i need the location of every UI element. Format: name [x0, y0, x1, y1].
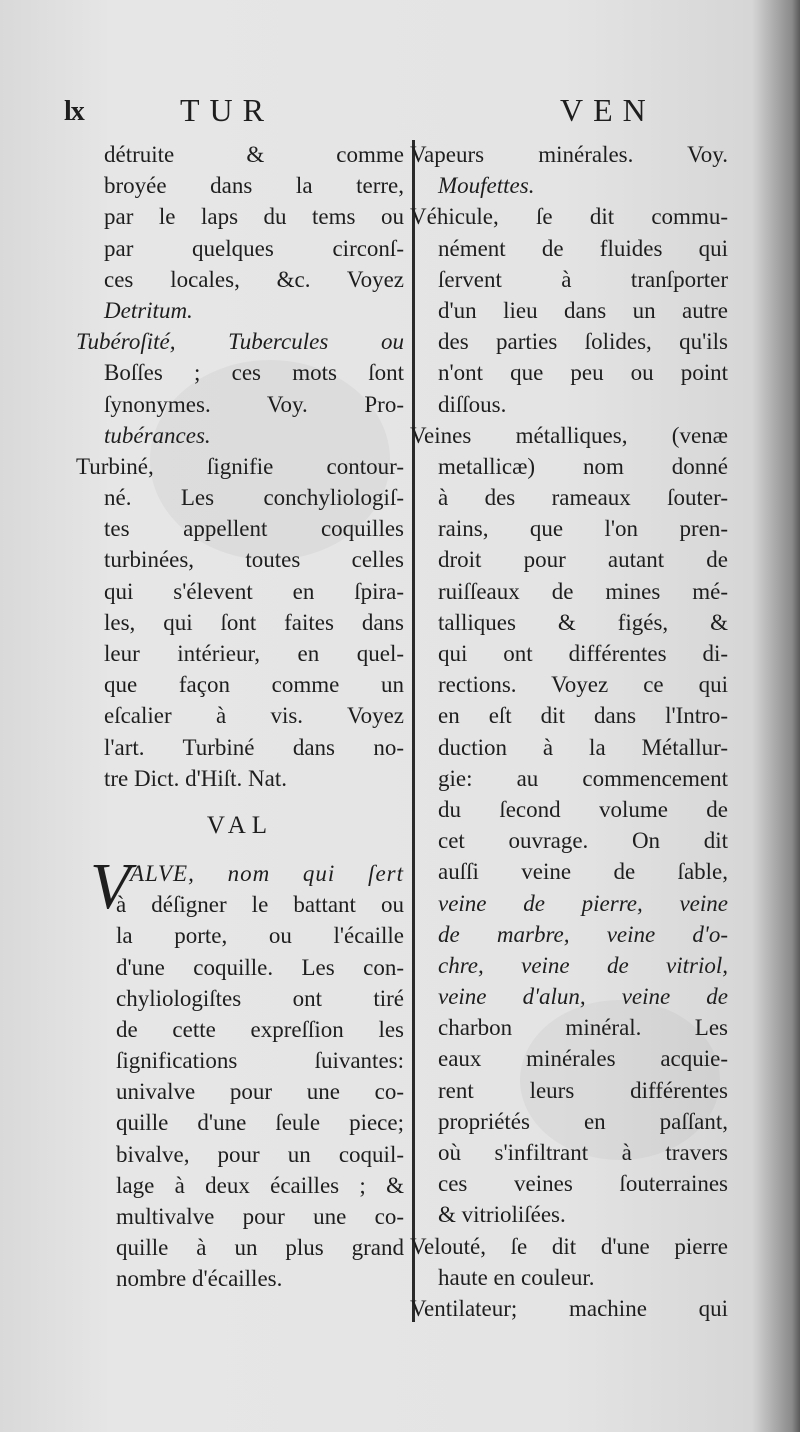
- text-line: [410, 919, 728, 950]
- text-line: nombre d'écailles.: [116, 1266, 283, 1292]
- text-line: d'un lieu dans un autre: [438, 297, 728, 323]
- text-line: de cette expreſſion les: [116, 1016, 404, 1042]
- left-column: [76, 139, 404, 1295]
- text-line: qui s'élevent en ſpira-: [104, 578, 404, 604]
- text-line: [410, 950, 728, 981]
- text-line: né. Les conchyliologiſ-: [104, 485, 404, 511]
- entry-term: tubérances.: [104, 422, 211, 448]
- text-line: droit pour autant de: [438, 547, 728, 573]
- text-line: par le laps du tems ou: [104, 204, 404, 230]
- text-line: haute en couleur.: [438, 1264, 595, 1290]
- text-line: charbon minéral. Les: [438, 1015, 728, 1041]
- text-line: [410, 888, 728, 919]
- dropcap-letter: V: [90, 849, 131, 923]
- entry-headword-line: Véhicule, ſe dit commu-: [410, 204, 728, 230]
- text-line: Boſſes ; ces mots ſont: [104, 360, 404, 386]
- text-line: cet ouvrage. On dit: [438, 828, 728, 854]
- text-line: duction à la Métallur-: [438, 734, 728, 760]
- text-line-content: veine de pierre, veine: [438, 890, 728, 916]
- text-line: turbinées, toutes celles: [104, 547, 404, 573]
- text-line: & vitrioliſées.: [438, 1202, 566, 1228]
- text-line-content: de marbre, veine d'o-: [438, 921, 728, 947]
- text-line: bivalve, pour un coquil-: [116, 1141, 404, 1167]
- entry-headword-line: Turbiné, ſignifie contour-: [76, 453, 404, 479]
- text-line: ſignifications ſuivantes:: [116, 1048, 404, 1074]
- text-line: ces veines ſouterraines: [438, 1171, 728, 1197]
- text-line: [76, 420, 404, 451]
- page-number: lx: [64, 96, 84, 127]
- text-line: leur intérieur, en quel-: [104, 641, 404, 666]
- text-line: du ſecond volume de: [438, 796, 728, 822]
- text-line: propriétés en paſſant,: [438, 1108, 728, 1134]
- text-line: d'une coquille. Les con-: [116, 954, 404, 980]
- text-line: eſcalier à vis. Voyez: [104, 703, 404, 729]
- text-line: ruiſſeaux de mines mé-: [438, 578, 728, 604]
- text-line: eaux minérales acquie-: [438, 1046, 728, 1072]
- text-line: où s'infiltrant à travers: [438, 1140, 728, 1165]
- text-line: talliques & figés, &: [438, 609, 728, 635]
- text-line: par quelques circonſ-: [104, 235, 404, 261]
- text-line: les, qui ſont faites dans: [104, 609, 404, 635]
- text-line: multivalve pour une co-: [116, 1204, 404, 1229]
- text-line: broyée dans la terre,: [104, 173, 404, 199]
- text-line: lage à deux écailles ; &: [116, 1172, 404, 1198]
- running-head-left: TUR: [180, 92, 274, 128]
- text-line: tre Dict. d'Hiſt. Nat.: [104, 765, 287, 791]
- text-line: la porte, ou l'écaille: [116, 923, 404, 949]
- text-line: n'ont que peu ou point: [438, 360, 728, 386]
- entry-headword-line: Velouté, ſe dit d'une pierre: [410, 1233, 728, 1259]
- text-line: tes appellent coquilles: [104, 516, 404, 542]
- right-column: [410, 139, 728, 1324]
- text-line: rains, que l'on pren-: [438, 516, 728, 542]
- text-line: metallicæ) nom donné: [438, 453, 728, 479]
- text-line: auſſi veine de ſable,: [438, 859, 728, 885]
- text-line: rections. Voyez ce qui: [438, 672, 728, 698]
- text-line: [410, 981, 728, 1012]
- text-line: à déſigner le battant ou: [116, 892, 404, 918]
- text-line: ſervent à tranſporter: [438, 266, 728, 292]
- text-line: univalve pour une co-: [116, 1079, 404, 1105]
- running-head-right: VEN: [560, 92, 656, 128]
- text-line: diſſous.: [438, 391, 507, 417]
- entry-headword-line: Tubéroſité, Tubercules ou: [76, 329, 404, 355]
- text-line-content: ALVE, nom qui ſert: [130, 860, 404, 886]
- text-line: à des rameaux ſouter-: [438, 485, 728, 511]
- entry-term: Detritum.: [104, 297, 193, 323]
- text-line: chyliologiſtes ont tiré: [116, 985, 404, 1011]
- text-line: gie: au commencement: [438, 765, 728, 791]
- text-line: détruite & comme: [104, 142, 404, 167]
- text-line-content: chre, veine de vitriol,: [438, 952, 728, 978]
- text-line: l'art. Turbiné dans no-: [104, 734, 404, 760]
- text-line: rent leurs différentes: [438, 1077, 728, 1103]
- text-line-content: veine d'alun, veine de: [438, 984, 728, 1010]
- text-line: nément de fluides qui: [438, 235, 728, 261]
- text-line: que façon comme un: [104, 672, 404, 698]
- text-line: quille à un plus grand: [116, 1235, 404, 1261]
- entry-headword-line: Veines métalliques, (venæ: [410, 422, 728, 448]
- section-title: VAL: [206, 811, 274, 839]
- text-line: ces locales, &c. Voyez: [104, 266, 404, 292]
- text-line: [410, 170, 728, 201]
- text-line: des parties ſolides, qu'ils: [438, 329, 728, 355]
- dropcap-paragraph: [76, 849, 404, 1295]
- entry-term: Moufettes.: [438, 173, 535, 199]
- text-line: ſynonymes. Voy. Pro-: [104, 391, 404, 417]
- entry-headword-line: Ventilateur; machine qui: [410, 1295, 728, 1321]
- text-line: [76, 295, 404, 326]
- text-line: qui ont différentes di-: [438, 641, 728, 666]
- entry-headword-line: Vapeurs minérales. Voy.: [410, 142, 728, 167]
- text-line: en eſt dit dans l'Intro-: [438, 703, 728, 729]
- text-line: quille d'une ſeule piece;: [116, 1110, 404, 1136]
